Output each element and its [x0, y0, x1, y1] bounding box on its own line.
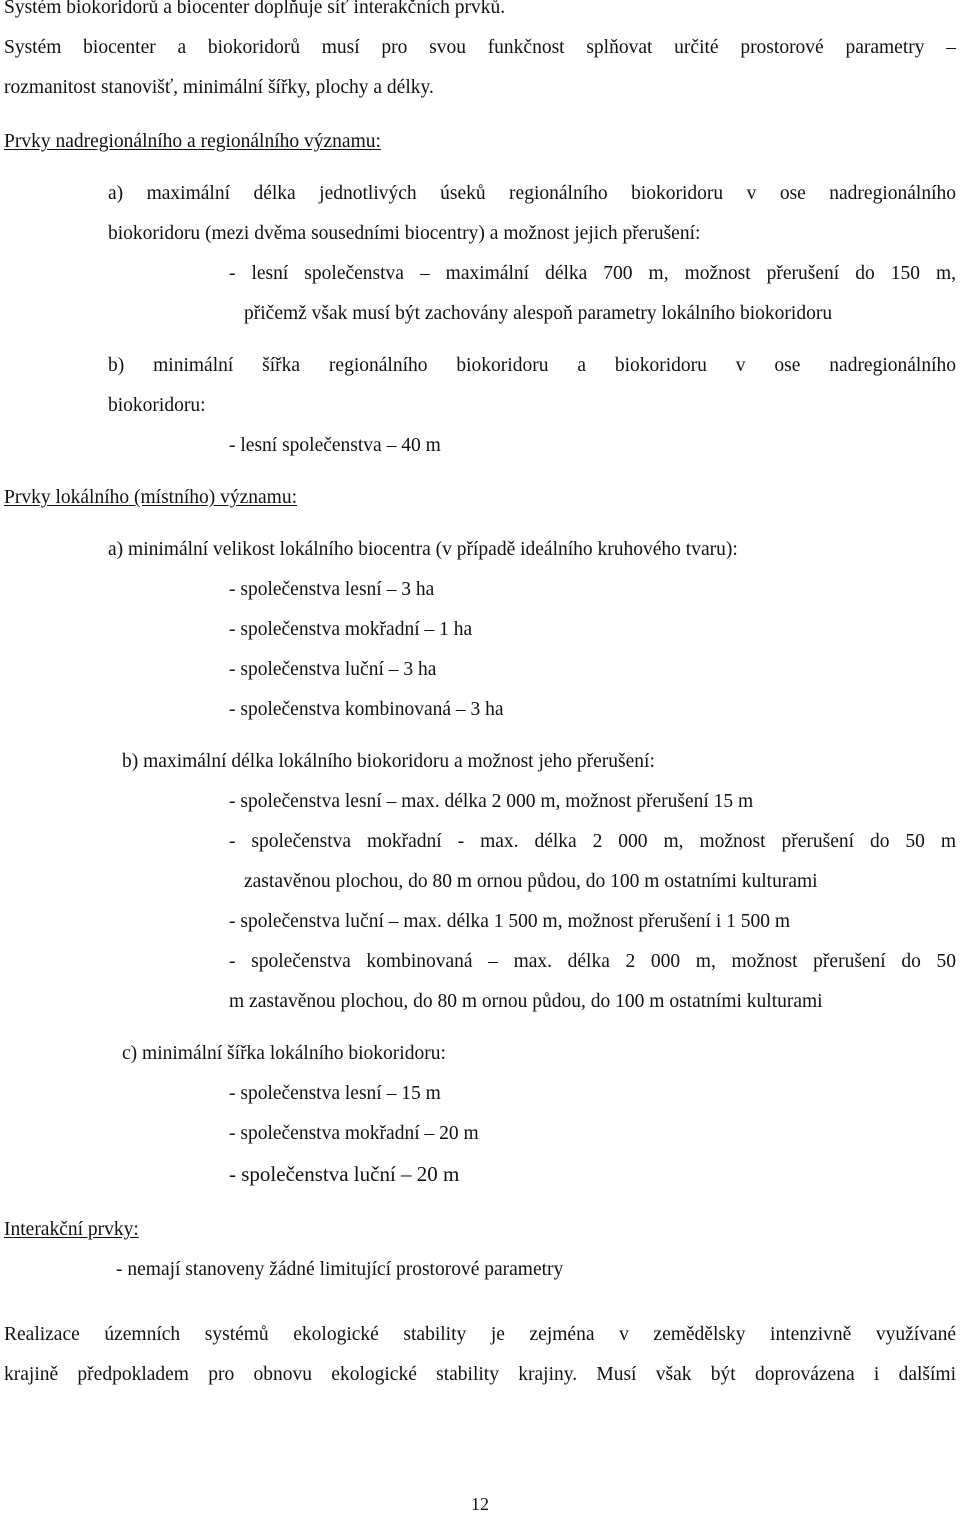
regional-b-line-3: - lesní společenstva – 40 m — [229, 435, 441, 456]
local-heading: Prvky lokálního (místního) významu: — [4, 487, 298, 508]
page-number: 12 — [471, 1494, 489, 1514]
closing-line-1: Realizace územních systémů ekologické stability je zejména v zemědělsky intenzivně využívané — [4, 1324, 956, 1345]
local-b-line-2: - společenstva lesní – max. délka 2 000 m, možnost přerušení 15 m — [229, 791, 754, 812]
local-c-line-3: - společenstva mokřadní – 20 m — [229, 1123, 479, 1144]
local-c-line-1: c) minimální šířka lokálního biokoridoru: — [122, 1043, 446, 1064]
local-c-line-2: - společenstva lesní – 15 m — [229, 1083, 441, 1104]
local-b-line-6: - společenstva kombinovaná – max. délka 2 000 m, možnost přerušení do 50 — [229, 951, 956, 972]
regional-b-line-1: b) minimální šířka regionálního biokoridoru a biokoridoru v ose nadregionálního — [108, 355, 956, 376]
intro-line-2: Systém biocenter a biokoridorů musí pro svou funkčnost splňovat určité prostorové parametry – — [4, 37, 956, 58]
intro-line-1: Systém biokoridorů a biocenter doplňuje síť interakčních prvků. — [4, 0, 506, 18]
regional-a-line-2: biokoridoru (mezi dvěma sousedními biocentry) a možnost jejich přerušení: — [108, 223, 701, 244]
regional-a-line-4: přičemž však musí být zachovány alespoň parametry lokálního biokoridoru — [244, 303, 833, 324]
intro-line-3: rozmanitost stanovišť, minimální šířky, plochy a délky. — [4, 77, 434, 98]
regional-a-line-1: a) maximální délka jednotlivých úseků regionálního biokoridoru v ose nadregionálního — [108, 183, 956, 204]
local-a-line-2: - společenstva lesní – 3 ha — [229, 579, 435, 600]
local-b-line-3: - společenstva mokřadní - max. délka 2 000 m, možnost přerušení do 50 m — [229, 831, 956, 852]
regional-heading: Prvky nadregionálního a regionálního významu: — [4, 131, 381, 152]
local-a-line-1: a) minimální velikost lokálního biocentra (v případě ideálního kruhového tvaru): — [108, 539, 738, 560]
local-b-line-1: b) maximální délka lokálního biokoridoru a možnost jeho přerušení: — [122, 751, 655, 772]
regional-a-line-3: - lesní společenstva – maximální délka 700 m, možnost přerušení do 150 m, — [229, 263, 956, 284]
closing-line-2: krajině předpokladem pro obnovu ekologické stability krajiny. Musí však být doprovázena i dalšími — [4, 1364, 956, 1385]
local-a-line-3: - společenstva mokřadní – 1 ha — [229, 619, 473, 640]
regional-b-line-2: biokoridoru: — [108, 395, 206, 416]
interaction-heading: Interakční prvky: — [4, 1219, 139, 1240]
local-b-line-5: - společenstva luční – max. délka 1 500 m, možnost přerušení i 1 500 m — [229, 911, 791, 932]
interaction-line-1: - nemají stanoveny žádné limitující prostorové parametry — [116, 1259, 564, 1280]
local-a-line-5: - společenstva kombinovaná – 3 ha — [229, 699, 504, 720]
local-a-line-4: - společenstva luční – 3 ha — [229, 659, 437, 680]
local-c-line-4: - společenstva luční – 20 m — [229, 1162, 460, 1186]
local-b-line-4: zastavěnou plochou, do 80 m ornou půdou, do 100 m ostatními kulturami — [244, 871, 818, 892]
local-b-line-7: m zastavěnou plochou, do 80 m ornou půdou, do 100 m ostatními kulturami — [229, 991, 823, 1012]
